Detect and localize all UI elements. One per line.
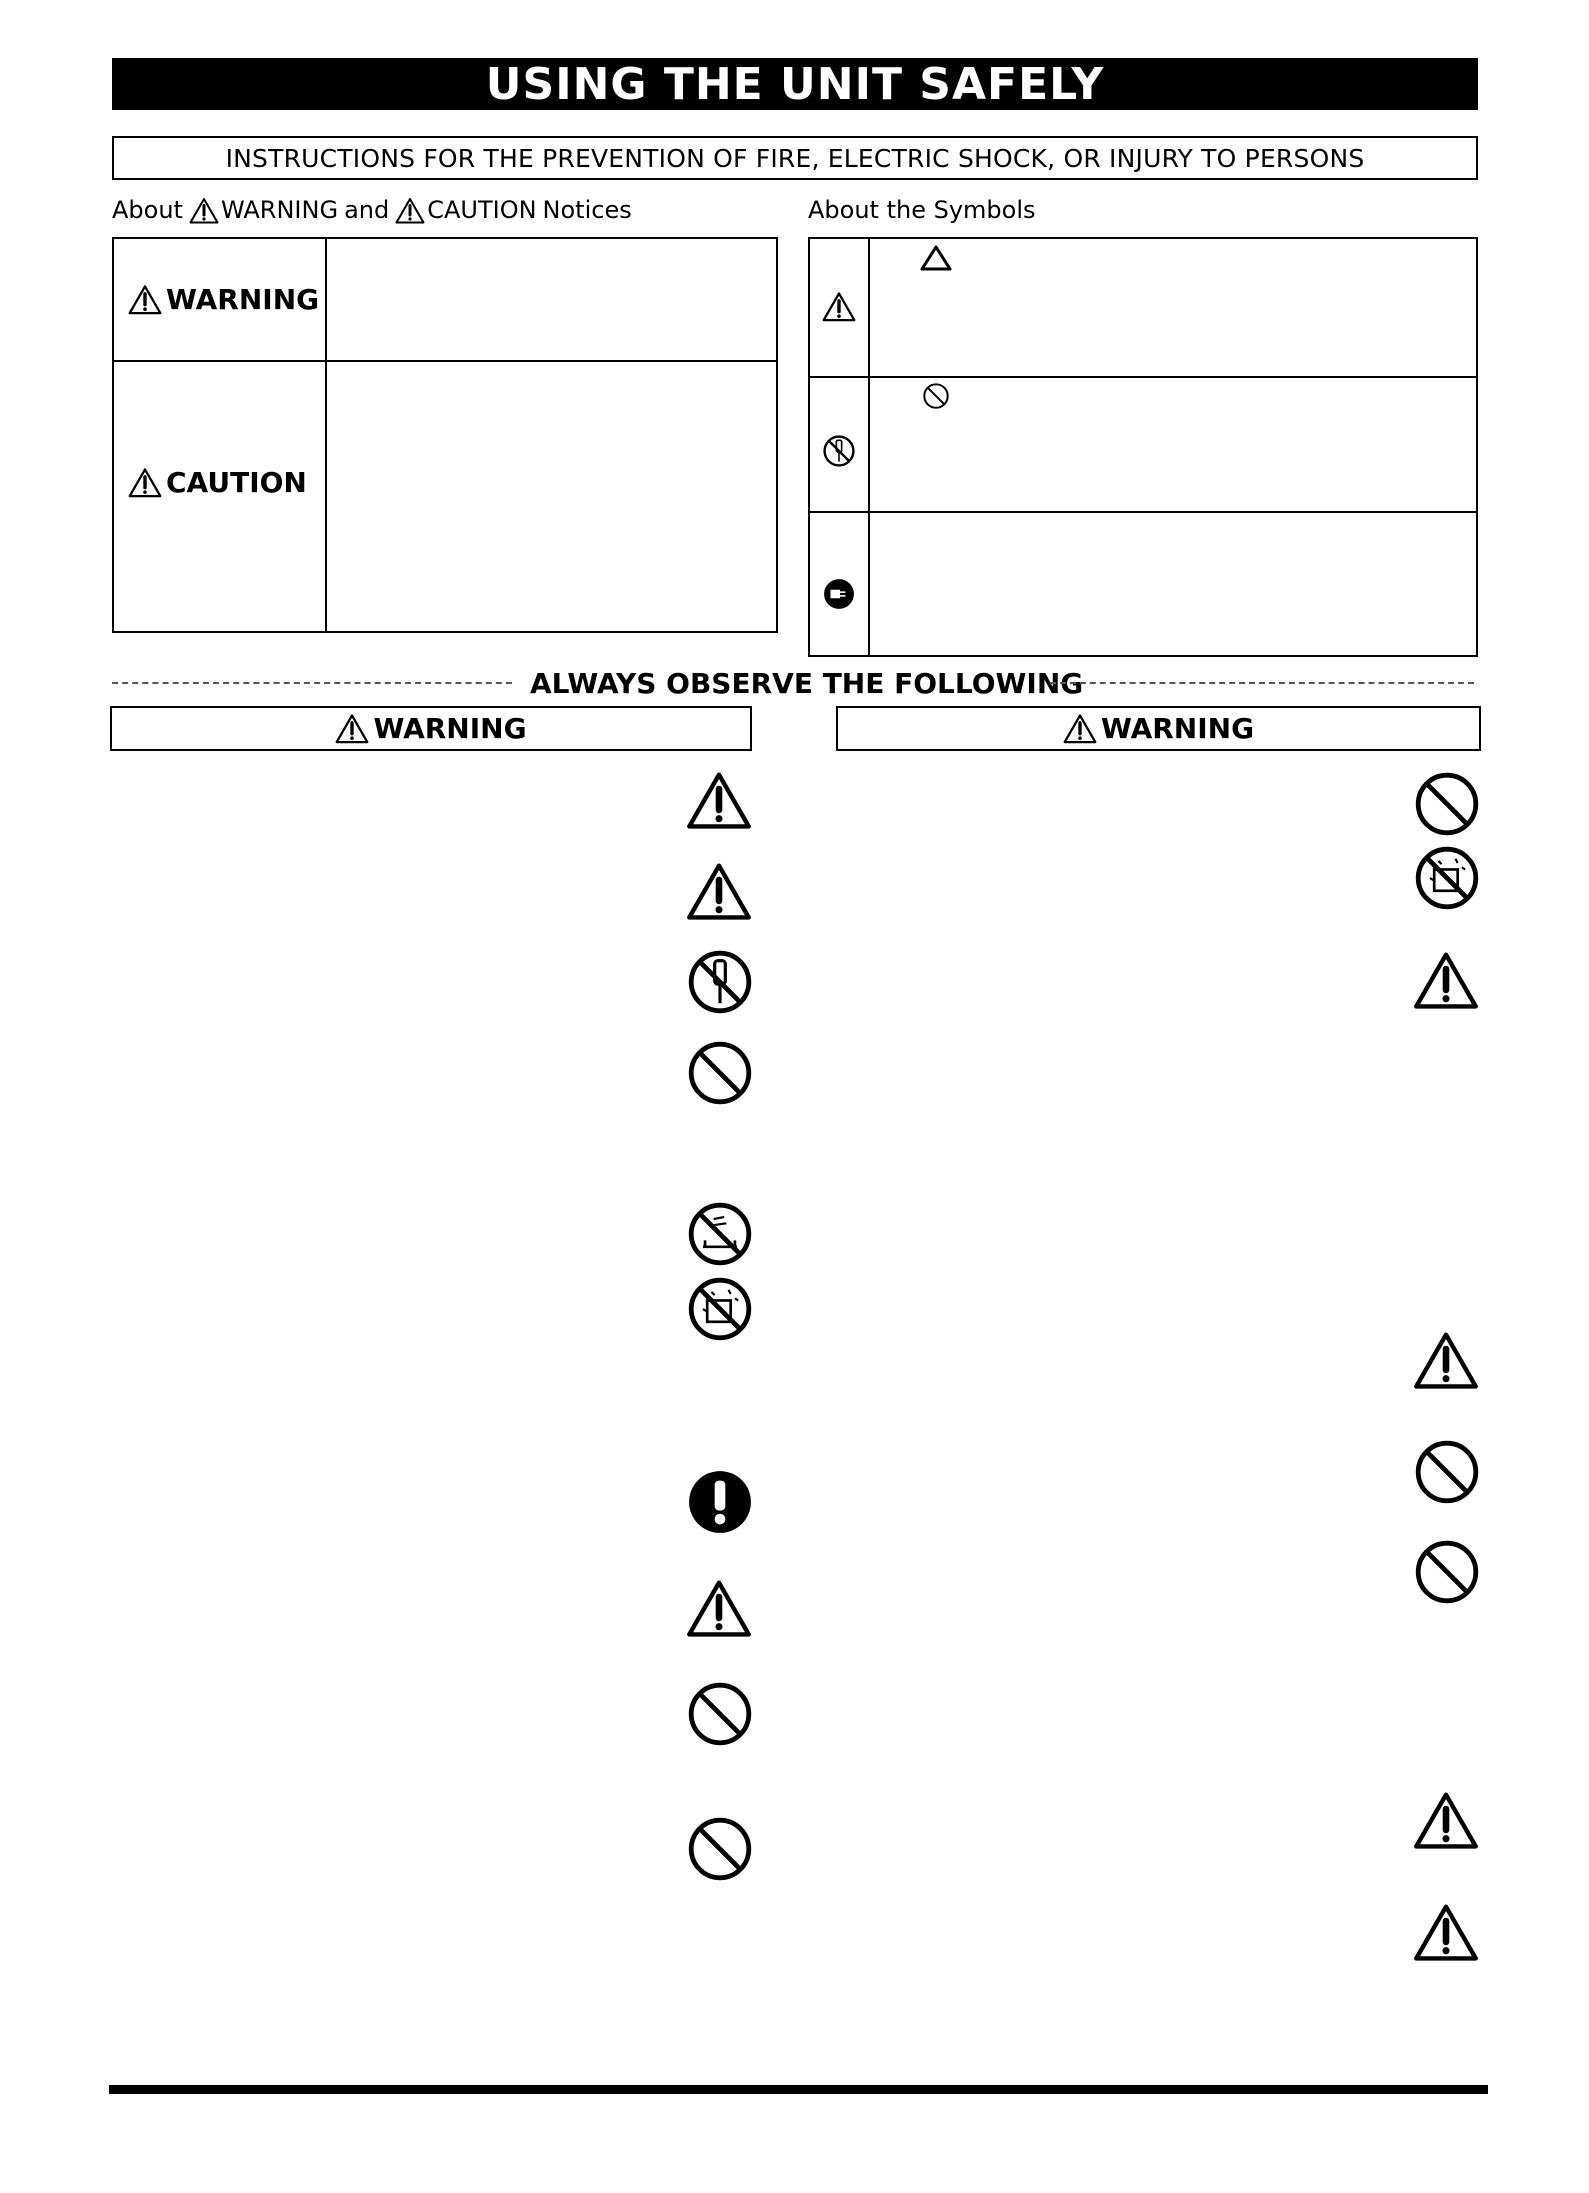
always-observe-heading: ALWAYS OBSERVE THE FOLLOWING bbox=[530, 667, 1084, 700]
mandatory-action-icon bbox=[688, 1470, 752, 1534]
warning-triangle-icon bbox=[1413, 1330, 1479, 1390]
label-about: About bbox=[112, 196, 183, 224]
unplug-icon bbox=[823, 578, 855, 610]
notice-row-label: WARNING bbox=[166, 283, 320, 316]
warning-triangle-icon bbox=[1413, 950, 1479, 1010]
warning-triangle-icon bbox=[128, 467, 162, 498]
table-divider bbox=[868, 239, 870, 655]
prohibition-icon bbox=[688, 1682, 752, 1746]
warning-triangle-icon bbox=[1063, 713, 1097, 744]
prohibition-icon bbox=[688, 1817, 752, 1881]
triangle-outline-icon bbox=[920, 244, 952, 272]
prohibition-icon bbox=[1415, 1440, 1479, 1504]
notice-row-warning bbox=[128, 283, 319, 316]
warning-triangle-icon bbox=[128, 284, 162, 315]
notices-section-label bbox=[112, 196, 632, 224]
dashed-divider bbox=[112, 682, 512, 684]
warning-triangle-icon bbox=[189, 197, 219, 224]
table-divider bbox=[325, 239, 327, 631]
warning-triangle-icon bbox=[335, 713, 369, 744]
warning-triangle-icon bbox=[686, 770, 752, 830]
prohibition-icon bbox=[923, 383, 949, 409]
table-divider bbox=[810, 376, 1476, 378]
table-divider bbox=[810, 511, 1476, 513]
symbols-label-text: About the Symbols bbox=[808, 196, 1036, 224]
label-notices: Notices bbox=[542, 196, 632, 224]
symbols-section-label bbox=[808, 196, 1036, 224]
warning-triangle-icon bbox=[1413, 1902, 1479, 1962]
notice-row-caution bbox=[128, 466, 307, 499]
prohibition-icon bbox=[688, 1041, 752, 1105]
column-warning-header bbox=[110, 706, 752, 751]
column-header-label: WARNING bbox=[1100, 712, 1255, 745]
notice-row-label: CAUTION bbox=[166, 466, 307, 499]
no-water-icon bbox=[688, 1202, 752, 1266]
prohibition-icon bbox=[1415, 772, 1479, 836]
warning-triangle-icon bbox=[686, 861, 752, 921]
notice-table bbox=[112, 237, 778, 633]
warning-triangle-icon bbox=[1413, 1790, 1479, 1850]
column-warning-header bbox=[836, 706, 1481, 751]
instructions-text: INSTRUCTIONS FOR THE PREVENTION OF FIRE, ELECTRIC SHOCK, OR INJURY TO PERSONS bbox=[225, 143, 1365, 173]
dashed-divider bbox=[1050, 682, 1474, 684]
no-liquid-container-icon bbox=[1415, 846, 1479, 910]
column-header-label: WARNING bbox=[373, 712, 527, 745]
label-warning: WARNING bbox=[220, 196, 339, 224]
symbols-table bbox=[808, 237, 1478, 657]
footer-rule bbox=[109, 2085, 1488, 2094]
page-title-bar bbox=[112, 58, 1478, 110]
label-caution: CAUTION bbox=[427, 196, 537, 224]
no-liquid-container-icon bbox=[688, 1277, 752, 1341]
page-title: USING THE UNIT SAFELY bbox=[485, 58, 1105, 110]
warning-triangle-icon bbox=[395, 197, 425, 224]
table-divider bbox=[114, 360, 776, 362]
warning-triangle-icon bbox=[686, 1578, 752, 1638]
no-disassemble-icon bbox=[688, 950, 752, 1014]
instructions-box bbox=[112, 136, 1478, 180]
prohibition-icon bbox=[1415, 1540, 1479, 1604]
no-disassemble-icon bbox=[823, 435, 855, 467]
label-and: and bbox=[344, 196, 390, 224]
warning-triangle-icon bbox=[822, 291, 856, 322]
